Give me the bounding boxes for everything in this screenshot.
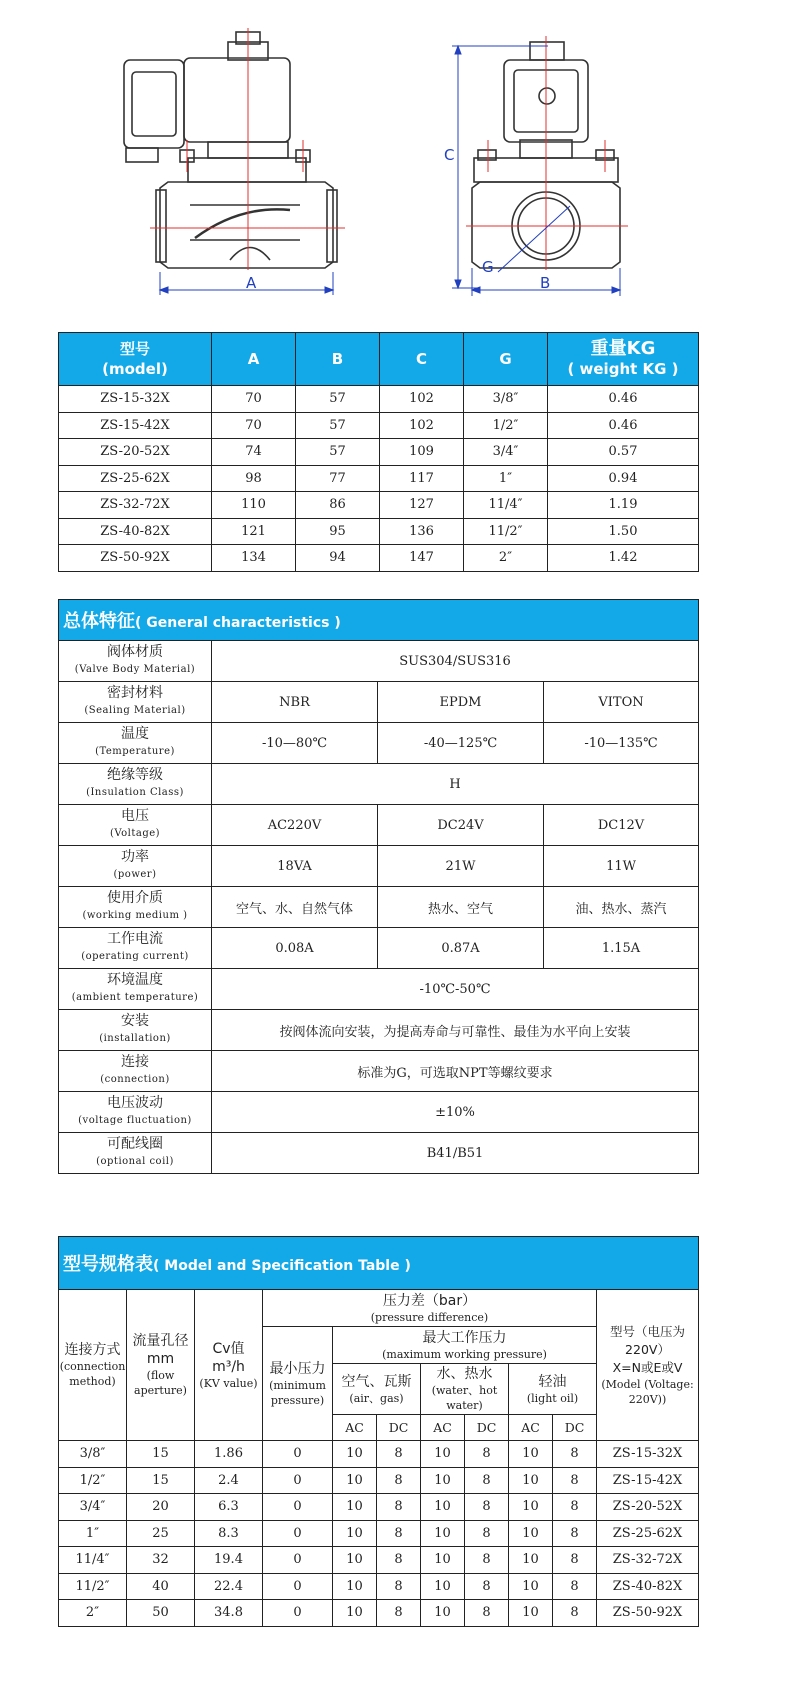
table-cell: 按阀体流向安装，为提高寿命与可靠性、最佳为水平向上安装 (212, 1010, 699, 1051)
table-cell: 10 (333, 1600, 377, 1627)
table-cell: 0 (263, 1441, 333, 1468)
table-cell: EPDM (378, 682, 544, 723)
header-water-zh: 水、热水 (436, 1366, 493, 1382)
table-cell: 3/4″ (59, 1494, 127, 1521)
table-cell: 0 (263, 1494, 333, 1521)
table-cell: 10 (421, 1520, 465, 1547)
general-title (59, 600, 699, 641)
header-water-ac: AC (421, 1415, 465, 1441)
table-cell: 0 (263, 1600, 333, 1627)
header-model (597, 1290, 699, 1441)
table-row (59, 465, 699, 492)
dim-c-label: C (444, 146, 455, 164)
header-model-zh2: X=N或E或V (612, 1360, 683, 1375)
row-label (59, 969, 212, 1010)
header-water-en: (water、hot water) (431, 1384, 498, 1412)
table-cell: 10 (509, 1600, 553, 1627)
table-cell: 110 (212, 492, 296, 519)
header-air-ac: AC (333, 1415, 377, 1441)
table-cell: 102 (380, 412, 464, 439)
table-cell: 0 (263, 1547, 333, 1574)
table-row (59, 386, 699, 413)
table-row (59, 1573, 699, 1600)
table-cell: 147 (380, 545, 464, 572)
table-cell: 57 (296, 386, 380, 413)
header-cv-en: (KV value) (199, 1376, 258, 1390)
table-cell: ZS-15-32X (597, 1441, 699, 1468)
header-cv (195, 1290, 263, 1441)
table-cell: 8 (465, 1520, 509, 1547)
dim-a-label: A (246, 274, 257, 292)
header-min-pressure (263, 1327, 333, 1441)
table-cell: 油、热水、蒸汽 (544, 887, 699, 928)
table-cell: 1″ (464, 465, 548, 492)
table-row (59, 492, 699, 519)
table-cell: -40—125℃ (378, 723, 544, 764)
header-weight-zh: 重量KG (590, 338, 656, 359)
table-cell: 1/2″ (59, 1467, 127, 1494)
row-label-en: (ambient temperature) (71, 992, 199, 1003)
table-cell: 0 (263, 1467, 333, 1494)
table-cell: 10 (509, 1520, 553, 1547)
header-min-en: (minimum pressure) (269, 1378, 326, 1407)
header-connection (59, 1290, 127, 1441)
table-cell: 10 (333, 1547, 377, 1574)
table-cell: 98 (212, 465, 296, 492)
table-cell: ZS-32-72X (59, 492, 212, 519)
table-cell: VITON (544, 682, 699, 723)
table-cell: 2.4 (195, 1467, 263, 1494)
table-row (59, 1051, 699, 1092)
table-row (59, 1494, 699, 1521)
table-cell: 标准为G，可选取NPT等螺纹要求 (212, 1051, 699, 1092)
table-cell: 25 (127, 1520, 195, 1547)
header-water-dc: DC (465, 1415, 509, 1441)
table-cell: -10—135℃ (544, 723, 699, 764)
table-cell: 0 (263, 1573, 333, 1600)
row-label-zh: 可配线圈 (107, 1136, 163, 1152)
dimensions-table (58, 332, 699, 572)
table-cell: 109 (380, 439, 464, 466)
row-label-zh: 安装 (121, 1013, 149, 1029)
valve-side-view (124, 32, 337, 268)
row-label (59, 887, 212, 928)
header-air (333, 1364, 421, 1415)
table-cell: 8 (377, 1573, 421, 1600)
spec-title-zh: 型号规格表 (63, 1254, 153, 1275)
table-cell: 1.15A (544, 928, 699, 969)
table-cell: 8 (553, 1467, 597, 1494)
table-row (59, 641, 699, 682)
header-b: B (296, 333, 380, 386)
row-label (59, 1051, 212, 1092)
table-row (59, 1133, 699, 1174)
table-cell: 8 (377, 1520, 421, 1547)
table-cell: 8 (553, 1547, 597, 1574)
row-label-en: (operating current) (81, 951, 189, 962)
table-cell: 74 (212, 439, 296, 466)
table-cell: 32 (127, 1547, 195, 1574)
row-label-zh: 密封材料 (107, 685, 163, 701)
table-cell: 1/2″ (464, 412, 548, 439)
table-row (59, 518, 699, 545)
table-cell: AC220V (212, 805, 378, 846)
table-cell: -10℃-50℃ (212, 969, 699, 1010)
table-cell: 10 (333, 1520, 377, 1547)
row-label-zh: 阀体材质 (107, 644, 163, 660)
row-label-en: (power) (113, 869, 157, 880)
header-model-en: (model) (102, 360, 168, 378)
row-label-en: (Sealing Material) (84, 705, 186, 716)
row-label-en: (voltage fluctuation) (78, 1115, 192, 1126)
row-label-en: (Voltage) (109, 828, 161, 839)
header-air-en: (air、gas) (349, 1391, 404, 1405)
header-oil-en: (light oil) (526, 1391, 579, 1405)
table-cell: 8 (465, 1441, 509, 1468)
table-cell: 121 (212, 518, 296, 545)
table-cell: 10 (333, 1494, 377, 1521)
table-cell: 57 (296, 439, 380, 466)
table-cell: ±10% (212, 1092, 699, 1133)
table-cell: ZS-25-62X (597, 1520, 699, 1547)
table-cell: 34.8 (195, 1600, 263, 1627)
table-cell: 0.87A (378, 928, 544, 969)
table-row (59, 412, 699, 439)
table-cell: 8 (465, 1494, 509, 1521)
front-centerlines (466, 36, 628, 270)
table-cell: SUS304/SUS316 (212, 641, 699, 682)
table-cell: 8 (465, 1573, 509, 1600)
header-flow (127, 1290, 195, 1441)
table-cell: 10 (333, 1467, 377, 1494)
row-label (59, 1133, 212, 1174)
table-cell: 1.50 (548, 518, 699, 545)
table-cell: ZS-15-42X (59, 412, 212, 439)
table-cell: 94 (296, 545, 380, 572)
table-cell: 57 (296, 412, 380, 439)
table-cell: 95 (296, 518, 380, 545)
table-cell: 22.4 (195, 1573, 263, 1600)
header-max-pressure (333, 1327, 597, 1364)
header-connection-zh: 连接方式 (64, 1342, 121, 1358)
row-label-zh: 电压波动 (107, 1095, 163, 1111)
table-row (59, 969, 699, 1010)
table-cell: 10 (509, 1467, 553, 1494)
table-cell: 0.57 (548, 439, 699, 466)
table-cell: 1″ (59, 1520, 127, 1547)
row-label (59, 805, 212, 846)
table-row (59, 1010, 699, 1051)
table-cell: 8 (465, 1600, 509, 1627)
header-flow-en: (flow aperture) (134, 1369, 187, 1397)
header-oil-ac: AC (509, 1415, 553, 1441)
row-label-en: (Valve Body Material) (74, 664, 196, 675)
table-row (59, 1092, 699, 1133)
table-cell: 1.42 (548, 545, 699, 572)
table-cell: 热水、空气 (378, 887, 544, 928)
table-cell: 10 (509, 1494, 553, 1521)
row-label-zh: 使用介质 (107, 890, 163, 906)
table-row (59, 846, 699, 887)
header-max-zh: 最大工作压力 (422, 1329, 507, 1346)
table-cell: ZS-25-62X (59, 465, 212, 492)
row-label (59, 1010, 212, 1051)
table-cell: 0 (263, 1520, 333, 1547)
table-cell: 15 (127, 1467, 195, 1494)
table-cell: ZS-15-32X (59, 386, 212, 413)
table-cell: 11/4″ (59, 1547, 127, 1574)
header-weight (548, 333, 699, 386)
table-cell: 40 (127, 1573, 195, 1600)
table-row (59, 545, 699, 572)
table-cell: 86 (296, 492, 380, 519)
general-title-row (59, 600, 699, 641)
table-cell: 1.19 (548, 492, 699, 519)
table-cell: ZS-20-52X (597, 1494, 699, 1521)
table-cell: 102 (380, 386, 464, 413)
row-label-zh: 工作电流 (107, 931, 163, 947)
model-spec-table (58, 1236, 699, 1627)
table-cell: 19.4 (195, 1547, 263, 1574)
table-cell: ZS-40-82X (597, 1573, 699, 1600)
table-cell: 6.3 (195, 1494, 263, 1521)
dimensions-header-row (59, 333, 699, 386)
table-row (59, 723, 699, 764)
table-row (59, 887, 699, 928)
table-cell: 21W (378, 846, 544, 887)
table-cell: 2″ (59, 1600, 127, 1627)
row-label-en: (Temperature) (95, 746, 175, 757)
table-cell: B41/B51 (212, 1133, 699, 1174)
row-label-zh: 环境温度 (107, 972, 163, 988)
table-row (59, 805, 699, 846)
table-cell: 11/4″ (464, 492, 548, 519)
table-cell: 18VA (212, 846, 378, 887)
table-cell: ZS-20-52X (59, 439, 212, 466)
table-row (59, 1441, 699, 1468)
table-cell: 10 (421, 1547, 465, 1574)
row-label-en: (connection) (100, 1074, 170, 1085)
general-characteristics-table (58, 599, 699, 1174)
table-cell: 8 (377, 1600, 421, 1627)
table-cell: 11/2″ (59, 1573, 127, 1600)
general-title-zh: 总体特征 (63, 611, 135, 632)
header-model (59, 333, 212, 386)
table-cell: 50 (127, 1600, 195, 1627)
table-cell: 136 (380, 518, 464, 545)
header-pressure-zh: 压力差（bar） (382, 1292, 477, 1309)
row-label (59, 641, 212, 682)
header-g: G (464, 333, 548, 386)
row-label-zh: 绝缘等级 (107, 767, 163, 783)
table-cell: 10 (421, 1494, 465, 1521)
table-cell: 8 (377, 1494, 421, 1521)
row-label (59, 723, 212, 764)
dim-g-label: G (482, 258, 494, 276)
spec-header-row-1 (59, 1290, 699, 1327)
row-label-en: (working medium ) (82, 910, 188, 921)
row-label (59, 928, 212, 969)
table-cell: 8 (553, 1441, 597, 1468)
header-air-dc: DC (377, 1415, 421, 1441)
header-pressure (263, 1290, 597, 1327)
table-row (59, 682, 699, 723)
table-cell: 134 (212, 545, 296, 572)
table-cell: 8 (553, 1573, 597, 1600)
table-cell: 8 (377, 1467, 421, 1494)
table-cell: -10—80℃ (212, 723, 378, 764)
table-cell: ZS-50-92X (59, 545, 212, 572)
table-row (59, 1600, 699, 1627)
table-cell: 0.46 (548, 412, 699, 439)
table-cell: 8.3 (195, 1520, 263, 1547)
table-cell: 8 (465, 1467, 509, 1494)
header-model-en: (Model (Voltage: 220V)) (601, 1378, 694, 1406)
table-cell: 10 (421, 1467, 465, 1494)
table-cell: ZS-40-82X (59, 518, 212, 545)
header-max-en: (maximum working pressure) (382, 1347, 547, 1361)
table-cell: 10 (509, 1547, 553, 1574)
table-cell: 15 (127, 1441, 195, 1468)
table-row (59, 928, 699, 969)
table-cell: 8 (377, 1441, 421, 1468)
table-cell: 20 (127, 1494, 195, 1521)
header-c: C (380, 333, 464, 386)
row-label-zh: 电压 (121, 808, 149, 824)
table-cell: 10 (509, 1573, 553, 1600)
table-cell: 8 (553, 1520, 597, 1547)
row-label-en: (optional coil) (96, 1156, 174, 1167)
header-air-zh: 空气、瓦斯 (341, 1373, 412, 1390)
spec-title-en: ( Model and Specification Table ) (153, 1258, 411, 1274)
table-cell: 0.08A (212, 928, 378, 969)
table-cell: 10 (333, 1573, 377, 1600)
table-cell: 8 (377, 1547, 421, 1574)
spec-title (59, 1237, 699, 1290)
valve-drawings (0, 0, 790, 320)
table-cell: 70 (212, 386, 296, 413)
table-cell: H (212, 764, 699, 805)
row-label (59, 682, 212, 723)
side-centerlines (150, 28, 345, 270)
header-oil-zh: 轻油 (538, 1373, 567, 1390)
table-cell: 空气、水、自然气体 (212, 887, 378, 928)
row-label (59, 764, 212, 805)
header-pressure-en: (pressure difference) (370, 1310, 489, 1324)
header-weight-en: ( weight KG ) (567, 360, 679, 378)
table-cell: 2″ (464, 545, 548, 572)
table-cell: 8 (553, 1600, 597, 1627)
table-row (59, 1467, 699, 1494)
table-cell: 11W (544, 846, 699, 887)
table-cell: 10 (333, 1441, 377, 1468)
table-cell: ZS-50-92X (597, 1600, 699, 1627)
header-a: A (212, 333, 296, 386)
table-cell: 70 (212, 412, 296, 439)
table-cell: 3/8″ (464, 386, 548, 413)
header-water (421, 1364, 509, 1415)
table-cell: 0.94 (548, 465, 699, 492)
header-connection-en: (connection method) (59, 1360, 126, 1388)
table-cell: 8 (465, 1547, 509, 1574)
table-cell: 3/4″ (464, 439, 548, 466)
row-label-zh: 功率 (121, 849, 149, 865)
dimension-g (498, 206, 570, 272)
table-cell: ZS-15-42X (597, 1467, 699, 1494)
table-cell: 77 (296, 465, 380, 492)
table-cell: ZS-32-72X (597, 1547, 699, 1574)
table-cell: 10 (421, 1573, 465, 1600)
table-cell: 0.46 (548, 386, 699, 413)
header-min-zh: 最小压力 (269, 1360, 326, 1377)
table-cell: 10 (421, 1441, 465, 1468)
table-cell: DC24V (378, 805, 544, 846)
table-cell: 10 (509, 1441, 553, 1468)
header-cv-zh: Cv值 m³/h (212, 1340, 245, 1375)
table-cell: 11/2″ (464, 518, 548, 545)
table-cell: 1.86 (195, 1441, 263, 1468)
table-row (59, 764, 699, 805)
table-cell: 8 (553, 1494, 597, 1521)
table-cell: NBR (212, 682, 378, 723)
row-label-zh: 温度 (121, 726, 149, 742)
header-model-zh: 型号（电压为220V） (610, 1324, 686, 1357)
row-label (59, 846, 212, 887)
row-label-zh: 连接 (121, 1054, 149, 1070)
header-oil-dc: DC (553, 1415, 597, 1441)
row-label-en: (installation) (99, 1033, 171, 1044)
spec-title-row (59, 1237, 699, 1290)
table-cell: DC12V (544, 805, 699, 846)
header-flow-zh: 流量孔径mm (132, 1333, 189, 1367)
general-title-en: ( General characteristics ) (135, 615, 341, 631)
header-oil (509, 1364, 597, 1415)
table-cell: 3/8″ (59, 1441, 127, 1468)
table-cell: 127 (380, 492, 464, 519)
row-label-en: (Insulation Class) (86, 787, 184, 798)
header-model-zh: 型号 (119, 340, 150, 358)
table-row (59, 439, 699, 466)
table-cell: 10 (421, 1600, 465, 1627)
row-label (59, 1092, 212, 1133)
table-cell: 117 (380, 465, 464, 492)
table-row (59, 1520, 699, 1547)
dim-b-label: B (540, 274, 551, 292)
table-row (59, 1547, 699, 1574)
